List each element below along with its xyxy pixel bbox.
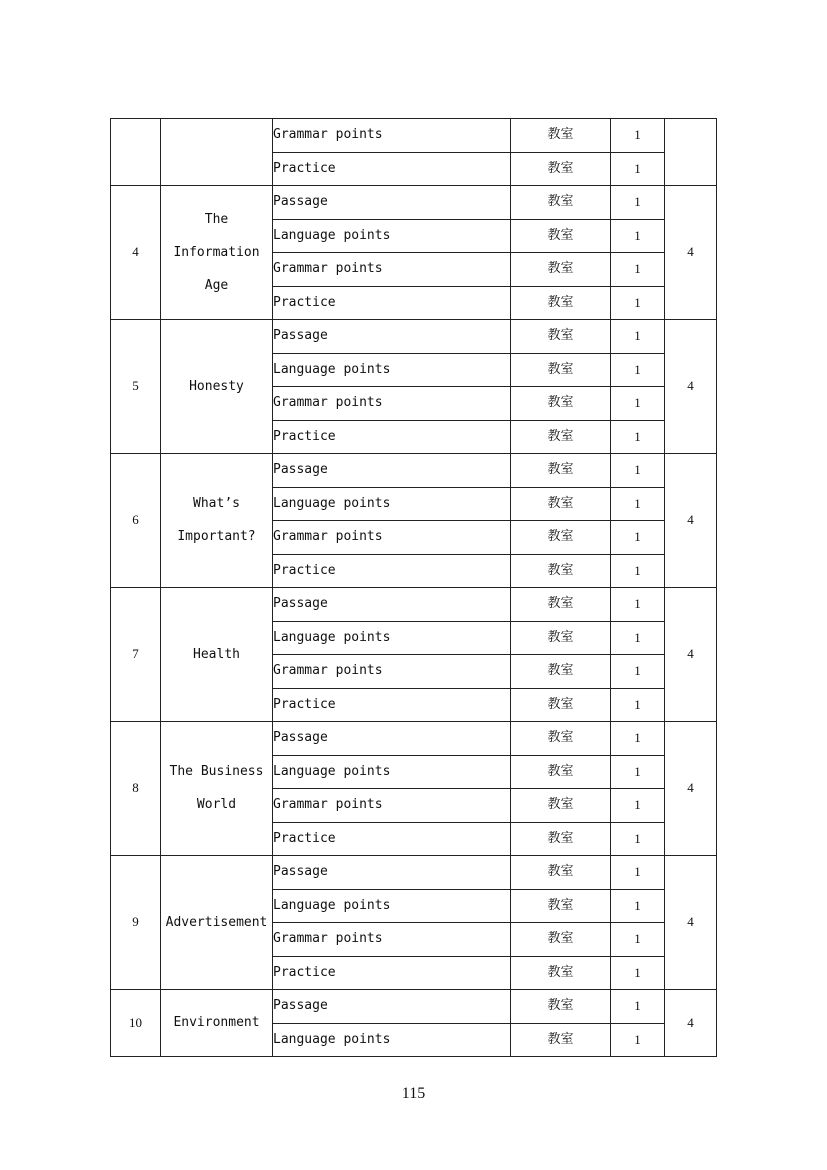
page-number: 115 — [401, 1085, 426, 1102]
hours-cell: 1 — [611, 822, 665, 856]
hours-cell: 1 — [611, 420, 665, 454]
unit-topic-text: Honesty — [189, 378, 244, 394]
unit-total-cell — [665, 119, 717, 186]
place-cell: 教室 — [511, 119, 611, 153]
table-row — [111, 119, 717, 153]
place-cell: 教室 — [511, 454, 611, 488]
content-cell: Practice — [273, 956, 511, 990]
hours-cell: 1 — [611, 755, 665, 789]
hours-cell: 1 — [611, 253, 665, 287]
unit-topic-text: Advertisement — [165, 914, 268, 930]
unit-topic-cell — [161, 856, 273, 990]
hours-cell: 1 — [611, 923, 665, 957]
hours-cell: 1 — [611, 152, 665, 186]
place-cell: 教室 — [511, 387, 611, 421]
unit-number-cell: 10 — [111, 990, 161, 1057]
place-cell: 教室 — [511, 990, 611, 1024]
unit-number-cell: 6 — [111, 454, 161, 588]
content-cell: Grammar points — [273, 789, 511, 823]
unit-topic-cell — [161, 119, 273, 186]
content-cell: Language points — [273, 353, 511, 387]
hours-cell: 1 — [611, 353, 665, 387]
place-cell: 教室 — [511, 521, 611, 555]
hours-cell: 1 — [611, 1023, 665, 1057]
content-cell: Passage — [273, 320, 511, 354]
table-row — [111, 186, 717, 220]
place-cell: 教室 — [511, 186, 611, 220]
place-cell: 教室 — [511, 789, 611, 823]
place-cell: 教室 — [511, 923, 611, 957]
table-row — [111, 856, 717, 890]
content-cell: Grammar points — [273, 253, 511, 287]
hours-cell: 1 — [611, 990, 665, 1024]
hours-cell: 1 — [611, 454, 665, 488]
content-cell: Practice — [273, 286, 511, 320]
table-row — [111, 588, 717, 622]
unit-number-cell: 7 — [111, 588, 161, 722]
hours-cell: 1 — [611, 554, 665, 588]
content-cell: Practice — [273, 822, 511, 856]
content-cell: Grammar points — [273, 521, 511, 555]
hours-cell: 1 — [611, 789, 665, 823]
hours-cell: 1 — [611, 856, 665, 890]
hours-cell: 1 — [611, 487, 665, 521]
content-cell: Passage — [273, 990, 511, 1024]
unit-number-cell: 4 — [111, 186, 161, 320]
unit-total-cell: 4 — [665, 856, 717, 990]
place-cell: 教室 — [511, 219, 611, 253]
content-cell: Language points — [273, 487, 511, 521]
unit-topic-text: Health — [193, 646, 240, 662]
content-cell: Grammar points — [273, 655, 511, 689]
place-cell: 教室 — [511, 286, 611, 320]
place-cell: 教室 — [511, 956, 611, 990]
content-cell: Practice — [273, 554, 511, 588]
place-cell: 教室 — [511, 722, 611, 756]
hours-cell: 1 — [611, 286, 665, 320]
unit-topic-text: Environment — [173, 1015, 260, 1031]
content-cell: Passage — [273, 856, 511, 890]
hours-cell: 1 — [611, 722, 665, 756]
place-cell: 教室 — [511, 655, 611, 689]
unit-number-cell: 5 — [111, 320, 161, 454]
unit-topic-cell — [161, 454, 273, 588]
hours-cell: 1 — [611, 956, 665, 990]
unit-topic-cell — [161, 990, 273, 1057]
place-cell: 教室 — [511, 755, 611, 789]
place-cell: 教室 — [511, 688, 611, 722]
place-cell: 教室 — [511, 822, 611, 856]
content-cell: Language points — [273, 219, 511, 253]
hours-cell: 1 — [611, 655, 665, 689]
unit-number-cell: 9 — [111, 856, 161, 990]
unit-topic-text: What’s Important? — [177, 496, 256, 545]
hours-cell: 1 — [611, 219, 665, 253]
place-cell: 教室 — [511, 320, 611, 354]
place-cell: 教室 — [511, 856, 611, 890]
place-cell: 教室 — [511, 420, 611, 454]
table-row — [111, 320, 717, 354]
place-cell: 教室 — [511, 487, 611, 521]
content-cell: Grammar points — [273, 387, 511, 421]
table-row — [111, 990, 717, 1024]
unit-topic-cell — [161, 186, 273, 320]
table-row — [111, 454, 717, 488]
content-cell: Passage — [273, 588, 511, 622]
place-cell: 教室 — [511, 253, 611, 287]
hours-cell: 1 — [611, 387, 665, 421]
hours-cell: 1 — [611, 688, 665, 722]
unit-total-cell: 4 — [665, 990, 717, 1057]
content-cell: Passage — [273, 454, 511, 488]
unit-topic-cell — [161, 722, 273, 856]
content-cell: Grammar points — [273, 923, 511, 957]
unit-topic-cell — [161, 588, 273, 722]
place-cell: 教室 — [511, 152, 611, 186]
content-cell: Passage — [273, 186, 511, 220]
unit-total-cell: 4 — [665, 588, 717, 722]
content-cell: Language points — [273, 621, 511, 655]
content-cell: Grammar points — [273, 119, 511, 153]
unit-number-cell: 8 — [111, 722, 161, 856]
unit-total-cell: 4 — [665, 454, 717, 588]
schedule-table-body — [111, 119, 717, 1057]
unit-total-cell: 4 — [665, 722, 717, 856]
hours-cell: 1 — [611, 889, 665, 923]
unit-number-cell — [111, 119, 161, 186]
content-cell: Practice — [273, 420, 511, 454]
hours-cell: 1 — [611, 621, 665, 655]
schedule-table — [110, 118, 717, 1057]
content-cell: Language points — [273, 1023, 511, 1057]
content-cell: Language points — [273, 755, 511, 789]
content-cell: Practice — [273, 152, 511, 186]
hours-cell: 1 — [611, 521, 665, 555]
unit-total-cell: 4 — [665, 320, 717, 454]
hours-cell: 1 — [611, 320, 665, 354]
content-cell: Passage — [273, 722, 511, 756]
unit-total-cell: 4 — [665, 186, 717, 320]
unit-topic-cell — [161, 320, 273, 454]
hours-cell: 1 — [611, 119, 665, 153]
table-row — [111, 722, 717, 756]
place-cell: 教室 — [511, 889, 611, 923]
place-cell: 教室 — [511, 1023, 611, 1057]
content-cell: Language points — [273, 889, 511, 923]
place-cell: 教室 — [511, 588, 611, 622]
hours-cell: 1 — [611, 186, 665, 220]
place-cell: 教室 — [511, 621, 611, 655]
unit-topic-text: The Business World — [169, 764, 264, 813]
hours-cell: 1 — [611, 588, 665, 622]
unit-topic-text: The Information Age — [173, 211, 260, 293]
place-cell: 教室 — [511, 353, 611, 387]
place-cell: 教室 — [511, 554, 611, 588]
content-cell: Practice — [273, 688, 511, 722]
